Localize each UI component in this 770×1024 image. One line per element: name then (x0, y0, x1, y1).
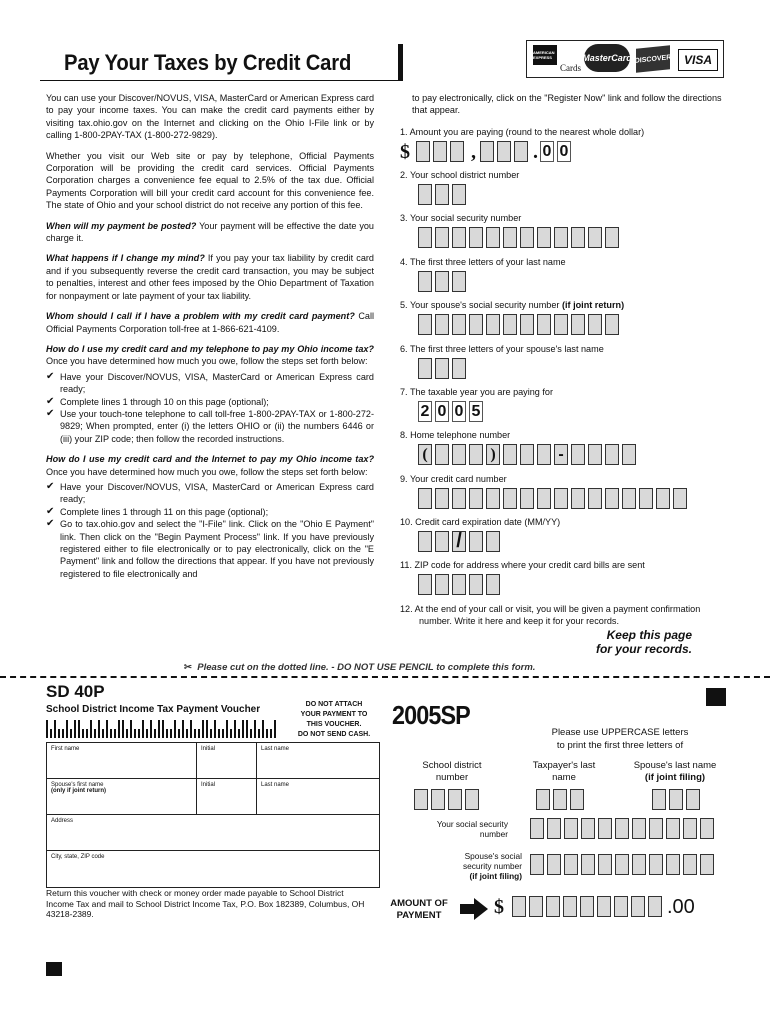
faq-question: Whom should I call if I have a problem with my credit card payment? (46, 311, 355, 322)
school-district-input[interactable] (418, 184, 469, 205)
spouse-first-name-field[interactable] (47, 779, 197, 814)
spouse-last-label: Spouse's last name (633, 760, 717, 771)
faq-answer: If you pay your tax liability by credit card and if you subsequently reverse the credit card transaction, you may be subject to penalties, interest and other fees imposed by the Ohio Department of Taxation for nonpayment or late payment of your tax liability. (46, 253, 374, 301)
digit-box[interactable] (537, 488, 551, 509)
taxable-year (418, 401, 486, 422)
zip-input[interactable] (418, 574, 503, 595)
digit-box[interactable] (486, 227, 500, 248)
faq-posted (46, 220, 374, 245)
letter-box[interactable] (435, 358, 449, 379)
digit-box[interactable] (597, 896, 611, 917)
scissors-icon: ✂ (184, 662, 198, 673)
digit-box[interactable] (554, 227, 568, 248)
digit-box[interactable] (465, 789, 479, 810)
field-label: Spouse's first name (51, 782, 104, 788)
spouse-ssn-input[interactable] (418, 314, 622, 335)
spouse-ssn-line-1: Spouse's social (464, 851, 522, 861)
digit-box[interactable] (673, 488, 687, 509)
mastercard-logo: MasterCard (584, 44, 630, 72)
city-row (47, 851, 379, 887)
your-ssn-label: Your social security number (436, 819, 508, 839)
registration-mark (46, 962, 62, 976)
instructions-column (46, 92, 374, 588)
digit-box[interactable] (448, 789, 462, 810)
digit-box[interactable] (435, 488, 449, 509)
telephone-steps (46, 371, 374, 445)
if-joint-label: (if joint filing) (469, 871, 522, 881)
digit-box[interactable] (450, 141, 464, 162)
list-item: ✔ Use your touch-tone telephone to call toll-free 1-800-2PAY-TAX or 1-800-272-9829; When prompted, enter (i) the letters OHIO or (ii) the numbers 6446 or (iii) your ZIP code; then follow the recorded instructions. (46, 408, 374, 445)
digit-box[interactable] (666, 818, 680, 839)
year-digit: 0 (435, 401, 449, 422)
digit-box[interactable] (480, 141, 494, 162)
address-field[interactable] (47, 815, 379, 850)
digit-box[interactable] (529, 896, 543, 917)
digit-box[interactable] (581, 854, 595, 875)
list-item: ✔ Have your Discover/NOVUS, VISA, MasterCard or American Express card ready; (46, 481, 374, 506)
paren-box: ( (418, 444, 432, 465)
digit-box[interactable] (581, 818, 595, 839)
item-8-label: 8. Home telephone number (400, 430, 511, 440)
digit-box[interactable] (530, 818, 544, 839)
item-11-label: 11. ZIP code for address where your credit card bills are sent (400, 560, 645, 570)
digit-box[interactable] (503, 444, 517, 465)
spouse-ssn-line-2: security number (462, 861, 522, 871)
digit-box[interactable] (666, 854, 680, 875)
digit-box[interactable] (486, 314, 500, 335)
digit-box[interactable] (588, 227, 602, 248)
digit-box[interactable] (435, 227, 449, 248)
digit-box[interactable] (469, 488, 483, 509)
digit-box[interactable] (564, 818, 578, 839)
spouse-initial-field[interactable] (197, 779, 257, 814)
digit-box[interactable] (588, 314, 602, 335)
faq-telephone (46, 343, 374, 368)
uppercase-line-1: Please use UPPERCASE letters (551, 727, 689, 738)
digit-box[interactable] (469, 574, 483, 595)
digit-box[interactable] (435, 531, 449, 552)
faq-answer: Once you have determined how much you owe, follow the steps set forth below: (46, 356, 368, 367)
digit-box[interactable] (580, 896, 594, 917)
digit-box[interactable] (433, 141, 447, 162)
spouse-row (47, 779, 379, 815)
page-title: Pay Your Taxes by Credit Card (64, 50, 352, 75)
digit-box[interactable] (435, 314, 449, 335)
keep-line-1: Keep this page (606, 628, 692, 642)
cut-instruction (184, 662, 535, 673)
address-row (47, 815, 379, 851)
field-label: Address (51, 818, 74, 824)
internet-steps (46, 481, 374, 580)
uppercase-note (530, 726, 710, 752)
item-10-label: 10. Credit card expiration date (MM/YY) (400, 517, 561, 527)
digit-box[interactable] (486, 574, 500, 595)
item-6-label: 6. The first three letters of your spouse's last name (400, 344, 604, 354)
digit-box[interactable] (588, 488, 602, 509)
digit-box[interactable] (547, 818, 561, 839)
letter-box[interactable] (669, 789, 683, 810)
faq-question: When will my payment be posted? (46, 220, 197, 231)
discover-logo: DISCOVER (636, 45, 670, 73)
digit-box[interactable] (469, 227, 483, 248)
digit-box[interactable] (452, 444, 466, 465)
voucher-title: School District Income Tax Payment Voucher (46, 704, 261, 715)
digit-box[interactable] (431, 789, 445, 810)
item-12-label: 12. At the end of your call or visit, you will be given a payment confirmation number. Write it here and keep it for your records. (400, 604, 701, 626)
faq-answer: Call Official Payments Corporation toll-free at 1-866-621-4109. (46, 311, 374, 334)
dna-line-4: DO NOT SEND CASH. (297, 731, 371, 738)
digit-box[interactable] (418, 184, 432, 205)
year-digit: 0 (452, 401, 466, 422)
list-item: ✔ Complete lines 1 through 11 on this page (optional); (46, 506, 374, 518)
digit-box[interactable] (418, 531, 432, 552)
faq-problem (46, 310, 374, 335)
voucher-spouse-letters-input[interactable] (652, 789, 703, 810)
arrow-right-icon (460, 898, 488, 925)
digit-box[interactable] (469, 531, 483, 552)
digit-box[interactable] (503, 314, 517, 335)
digit-box[interactable] (622, 444, 636, 465)
amount-label: AMOUNT OF PAYMENT (390, 898, 448, 921)
digit-box[interactable] (537, 444, 551, 465)
digit-box[interactable] (614, 896, 628, 917)
faq-question: How do I use my credit card and my telephone to pay my Ohio income tax? (46, 343, 374, 354)
digit-box[interactable] (418, 314, 432, 335)
continued-text: to pay electronically, click on the "Register Now" link and follow the directions that appear. (412, 93, 722, 115)
faq-answer: Once you have determined how much you owe, follow the steps set forth below: (46, 466, 368, 477)
digit-box[interactable] (571, 488, 585, 509)
year-digit: 2 (418, 401, 432, 422)
digit-box[interactable] (632, 854, 646, 875)
field-label: Last name (261, 746, 290, 752)
dna-line-2: YOUR PAYMENT TO (300, 711, 368, 718)
field-label: Initial (201, 782, 216, 788)
digit-box[interactable] (649, 854, 663, 875)
digit-box[interactable] (605, 227, 619, 248)
last-name-field[interactable] (257, 743, 379, 778)
registration-mark (706, 688, 726, 706)
cut-line (0, 676, 770, 678)
digit-box[interactable] (571, 444, 585, 465)
letter-box[interactable] (452, 358, 466, 379)
spouse-last-header (620, 760, 730, 784)
dollar-sign: $ (494, 896, 504, 918)
ssn-input[interactable] (418, 227, 622, 248)
digit-box[interactable] (537, 314, 551, 335)
digit-box[interactable] (605, 488, 619, 509)
digit-box[interactable] (639, 488, 653, 509)
first-name-field[interactable] (47, 743, 197, 778)
letter-box[interactable] (435, 271, 449, 292)
digit-box[interactable] (598, 854, 612, 875)
digit-box[interactable] (435, 574, 449, 595)
faq-answer: Your payment will be effective the date you charge it. (46, 220, 374, 244)
letter-box[interactable] (536, 789, 550, 810)
letter-box[interactable] (418, 271, 432, 292)
item-7-label: 7. The taxable year you are paying for (400, 387, 554, 397)
digit-box[interactable] (632, 818, 646, 839)
digit-box[interactable] (554, 488, 568, 509)
cards-label: Cards (560, 63, 581, 73)
voucher-taxpayer-letters-input[interactable] (536, 789, 587, 810)
digit-box[interactable] (554, 314, 568, 335)
cut-text: Please cut on the dotted line. - DO NOT USE PENCIL to complete this form. (197, 662, 536, 673)
keep-line-2: for your records. (595, 642, 692, 656)
barcode (46, 720, 278, 738)
dna-line-3: THIS VOUCHER. (306, 721, 362, 728)
list-item: ✔ Go to tax.ohio.gov and select the "I-File" link. Click on the "Ohio E Payment" link. Then click on the "Begin Payment Process" link. If you have previously registered either to file electronically or to pay electronically, click on the "E Payment" link and follow the directions that appear. If you have not previously registered to file electronically and (46, 518, 374, 580)
field-label: Initial (201, 746, 216, 752)
title-underline (40, 80, 403, 81)
digit-box[interactable] (418, 227, 432, 248)
digit-box[interactable] (537, 227, 551, 248)
cents-box: 0 (557, 141, 571, 162)
payment-amount-input[interactable] (494, 896, 695, 919)
spouse-last-name-input[interactable] (418, 358, 469, 379)
digit-box[interactable] (514, 141, 528, 162)
title-accent-bar (398, 44, 403, 80)
digit-box[interactable] (520, 227, 534, 248)
digit-box[interactable] (486, 488, 500, 509)
digit-box[interactable] (622, 488, 636, 509)
uppercase-line-2: to print the first three letters of (556, 740, 684, 751)
letter-box[interactable] (686, 789, 700, 810)
faq-question: What happens if I change my mind? (46, 253, 205, 264)
voucher-spouse-ssn-input[interactable] (530, 854, 717, 875)
letter-box[interactable] (418, 358, 432, 379)
last-name-letters-input[interactable] (418, 271, 469, 292)
digit-box[interactable] (520, 444, 534, 465)
field-note: (only if joint return) (51, 788, 106, 794)
digit-box[interactable] (615, 854, 629, 875)
letter-box[interactable] (553, 789, 567, 810)
item-2-label: 2. Your school district number (400, 170, 520, 180)
digit-box[interactable] (648, 896, 662, 917)
digit-box[interactable] (530, 854, 544, 875)
fee-paragraph: Whether you visit our Web site or pay by telephone, Official Payments Corporation will be providing the credit card services. Official Payments Corporation charges a convenience fee equal to 2.5% of the tax due. Official Payments Corporation will bill your credit card account for this convenience fee. The state of Ohio and your school district do not receive any portion of this fee. (46, 150, 374, 211)
digit-box[interactable] (547, 854, 561, 875)
amount-input[interactable] (400, 141, 574, 164)
faq-change (46, 252, 374, 302)
dollar-sign: $ (400, 141, 410, 163)
voucher-ssn-input[interactable] (530, 818, 717, 839)
item-3-label: 3. Your social security number (400, 213, 522, 223)
item-1-label: 1. Amount you are paying (round to the nearest whole dollar) (400, 127, 645, 137)
dash-box: - (554, 444, 568, 465)
dna-line-1: DO NOT ATTACH (305, 701, 363, 708)
spouse-last-name-field[interactable] (257, 779, 379, 814)
digit-box[interactable] (700, 854, 714, 875)
field-label: First name (51, 746, 80, 752)
school-district-header: School district number (422, 760, 482, 783)
digit-box[interactable] (588, 444, 602, 465)
digit-box[interactable] (418, 488, 432, 509)
digit-box[interactable] (452, 184, 466, 205)
digit-box[interactable] (452, 227, 466, 248)
digit-box[interactable] (700, 818, 714, 839)
digit-box[interactable] (435, 184, 449, 205)
name-row (47, 743, 379, 779)
item-9-label: 9. Your credit card number (400, 474, 507, 484)
digit-box[interactable] (486, 531, 500, 552)
digit-box[interactable] (452, 574, 466, 595)
if-joint-label: (if joint filing) (644, 772, 706, 783)
digit-box[interactable] (469, 314, 483, 335)
phone-input[interactable] (418, 444, 639, 465)
digit-box[interactable] (418, 574, 432, 595)
paren-box: ) (486, 444, 500, 465)
voucher-year: 2005SP (392, 700, 470, 730)
city-state-zip-field[interactable] (47, 851, 379, 887)
digit-box[interactable] (571, 314, 585, 335)
year-digit: 5 (469, 401, 483, 422)
digit-box[interactable] (497, 141, 511, 162)
faq-question: How do I use my credit card and the Internet to pay my Ohio income tax? (46, 454, 374, 465)
digit-box[interactable] (416, 141, 430, 162)
digit-box[interactable] (512, 896, 526, 917)
return-instructions: Return this voucher with check or money order made payable to School District Income Tax and mail to School District Income Tax, P.O. Box 182389, Columbus, OH 43218-2389. (46, 888, 365, 919)
digit-box[interactable] (615, 818, 629, 839)
digit-box[interactable] (605, 444, 619, 465)
digit-box[interactable] (452, 314, 466, 335)
intro-paragraph: You can use your Discover/NOVUS, VISA, MasterCard or American Express card to pay your income taxes. You can make the credit card payments either by visiting tax.ohio.gov on the Internet and clicking on the Ohio I-File link or by calling 1-800-2PAY-TAX (1-800-272-9829). (46, 93, 374, 141)
item-4-label: 4. The first three letters of your last name (400, 257, 566, 267)
digit-box[interactable] (563, 896, 577, 917)
field-label: Last name (261, 782, 290, 788)
list-item: ✔ Have your Discover/NOVUS, VISA, MasterCard or American Express card ready; (46, 371, 374, 396)
comma-sign: , (471, 141, 476, 163)
spouse-ssn-label (424, 851, 522, 881)
faq-internet (46, 453, 374, 478)
digit-box[interactable] (414, 789, 428, 810)
digit-box[interactable] (649, 818, 663, 839)
digit-box[interactable] (564, 854, 578, 875)
name-address-grid (46, 742, 380, 888)
digit-box[interactable] (598, 818, 612, 839)
digit-box[interactable] (571, 227, 585, 248)
taxpayer-last-header: Taxpayer's last name (532, 760, 596, 783)
digit-box[interactable] (631, 896, 645, 917)
joint-return-note: (if joint return) (561, 300, 625, 310)
letter-box[interactable] (452, 271, 466, 292)
credit-card-input[interactable] (418, 488, 690, 509)
cents-value: .00 (667, 896, 695, 918)
voucher-school-district-input[interactable] (414, 789, 482, 810)
digit-box[interactable] (520, 314, 534, 335)
item-5-text: 5. Your spouse's social security number (400, 300, 562, 310)
decimal-point: . (533, 141, 538, 163)
digit-box[interactable] (520, 488, 534, 509)
digit-box[interactable] (683, 854, 697, 875)
initial-field[interactable] (197, 743, 257, 778)
digit-box[interactable] (503, 227, 517, 248)
list-item: ✔ Complete lines 1 through 10 on this page (optional); (46, 396, 374, 408)
item-5-label (400, 299, 624, 311)
digit-box[interactable] (546, 896, 560, 917)
amex-logo: AMERICAN EXPRESS (533, 45, 557, 65)
do-not-attach-note (292, 700, 376, 740)
digit-box[interactable] (503, 488, 517, 509)
digit-box[interactable] (683, 818, 697, 839)
expiration-input[interactable] (418, 531, 503, 552)
slash-box: / (452, 531, 466, 552)
visa-logo: VISA (678, 49, 718, 71)
keep-page-note (540, 628, 692, 656)
cents-box: 0 (540, 141, 554, 162)
digit-box[interactable] (605, 314, 619, 335)
digit-box[interactable] (469, 444, 483, 465)
digit-box[interactable] (452, 488, 466, 509)
field-label: City, state, ZIP code (51, 854, 105, 860)
digit-box[interactable] (656, 488, 670, 509)
letter-box[interactable] (570, 789, 584, 810)
digit-box[interactable] (435, 444, 449, 465)
form-number: SD 40P (46, 682, 105, 701)
letter-box[interactable] (652, 789, 666, 810)
